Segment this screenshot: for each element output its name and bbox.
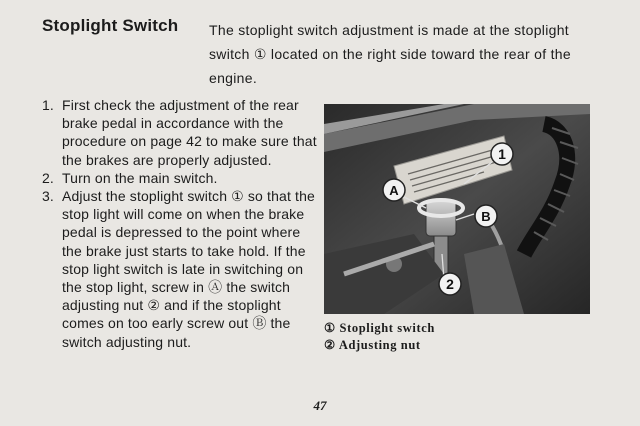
caption-line: [324, 320, 590, 337]
step-text: Turn on the main switch.: [62, 169, 218, 186]
svg-text:A: A: [389, 183, 399, 198]
intro-paragraph: The stoplight switch adjustment is made at the stoplight switch ① located on the right side toward the rear of the engine.: [209, 22, 571, 86]
svg-text:1: 1: [498, 146, 506, 162]
callout-1: [491, 143, 513, 165]
page-number: 47: [313, 398, 327, 413]
step-item: [42, 96, 320, 169]
engine-photo-illustration: [324, 104, 590, 314]
caption-text: Stoplight switch: [339, 321, 435, 335]
svg-text:B: B: [481, 209, 491, 224]
stoplight-switch-photo: [324, 104, 590, 314]
step-text: Adjust the stoplight switch ① so that the stop light will come on when the brake pedal is depressed to the point where the brake just starts to take hold. If the stop light switch is late in switching on the stop light, screw in Ⓐ the switch adjusting nut ② and if the stoplight comes on too early screw out Ⓑ the switch adjusting nut.: [62, 188, 315, 350]
callout-2: [439, 273, 461, 295]
caption-marker: ②: [324, 338, 336, 352]
step-text: First check the adjustment of the rear brake pedal in accordance with the procedure on page 42 to make sure that the brakes are properly adjusted.: [62, 97, 317, 168]
callout-a: [383, 179, 405, 201]
step-number: 3.: [42, 188, 54, 205]
instruction-steps: [42, 96, 320, 351]
step-item: [42, 187, 320, 351]
figure-caption: [324, 320, 590, 354]
callout-b: [475, 205, 497, 227]
step-item: [42, 169, 320, 187]
caption-marker: ①: [324, 321, 336, 335]
svg-text:2: 2: [446, 276, 454, 292]
caption-text: Adjusting nut: [338, 338, 421, 352]
step-number: 1.: [42, 97, 54, 113]
section-title: Stoplight Switch: [42, 16, 179, 35]
caption-line: [324, 337, 590, 354]
step-number: 2.: [42, 169, 54, 186]
